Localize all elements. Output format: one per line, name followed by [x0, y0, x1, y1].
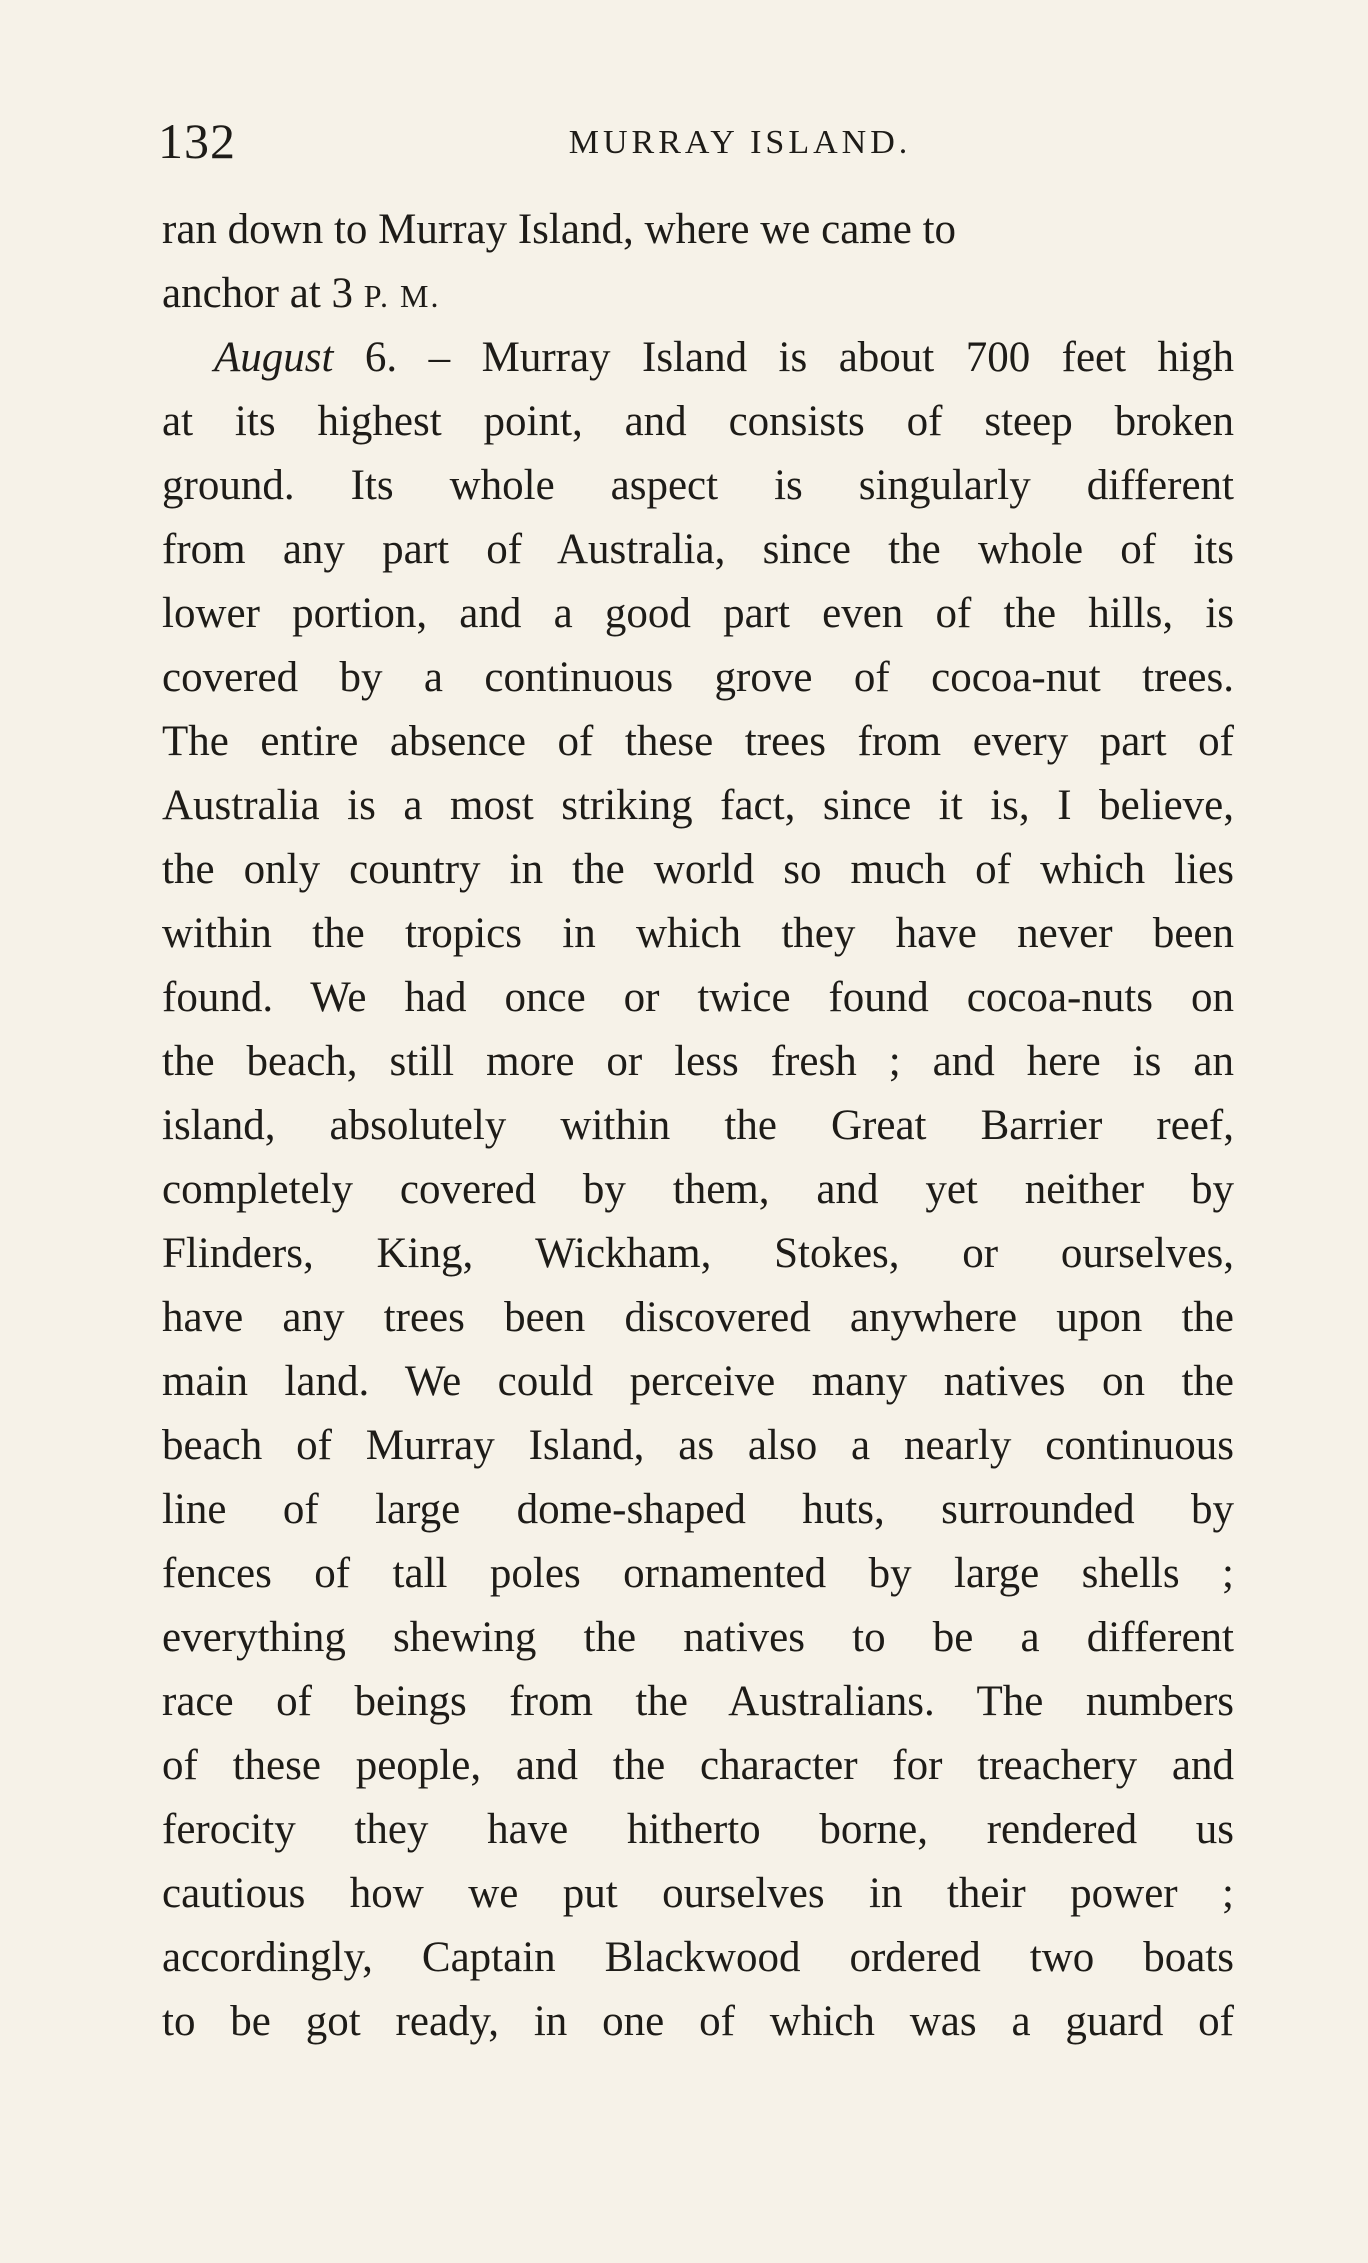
text-line: from any part of Australia, since the whole of its — [162, 526, 1234, 573]
text-line: fences of tall poles ornamented by large shells ; — [162, 1550, 1234, 1597]
text-line: lower portion, and a good part even of the hills, is — [162, 590, 1234, 637]
text-line: main land. We could perceive many natives on the — [162, 1358, 1234, 1405]
text-line: Flinders, King, Wickham, Stokes, or ourselves, — [162, 1230, 1234, 1277]
running-head — [158, 112, 1262, 172]
text-line: found. We had once or twice found cocoa-nuts on — [162, 974, 1234, 1021]
text-line: race of beings from the Australians. The numbers — [162, 1678, 1234, 1725]
text-line: Australia is a most striking fact, since it is, I believe, — [162, 782, 1234, 829]
text-line: ferocity they have hitherto borne, rendered us — [162, 1806, 1234, 1853]
text-line: island, absolutely within the Great Barrier reef, — [162, 1102, 1234, 1149]
text-line: The entire absence of these trees from every part of — [162, 718, 1234, 765]
text-line: beach of Murray Island, as also a nearly continuous — [162, 1422, 1234, 1469]
text-line: everything shewing the natives to be a different — [162, 1614, 1234, 1661]
text-line: ran down to Murray Island, where we came to — [162, 206, 957, 253]
text-line: cautious how we put ourselves in their power ; — [162, 1870, 1234, 1917]
time-abbreviation: P. M. — [363, 278, 441, 314]
text-line: the beach, still more or less fresh ; and here is an — [162, 1038, 1234, 1085]
text-line: accordingly, Captain Blackwood ordered two boats — [162, 1934, 1234, 1981]
body-text — [162, 198, 1234, 2054]
text-line: ground. Its whole aspect is singularly different — [162, 462, 1234, 509]
running-title: MURRAY ISLAND. — [568, 124, 912, 161]
text-line: the only country in the world so much of which lies — [162, 846, 1234, 893]
text-line: completely covered by them, and yet neither by — [162, 1166, 1234, 1213]
text-line: at its highest point, and consists of steep broken — [162, 398, 1234, 445]
text-line: line of large dome-shaped huts, surrounded by — [162, 1486, 1234, 1533]
text-line: to be got ready, in one of which was a guard of — [162, 1998, 1234, 2045]
date-label: August — [214, 334, 334, 381]
text-line: covered by a continuous grove of cocoa-nut trees. — [162, 654, 1234, 701]
page-number: 132 — [158, 113, 236, 169]
text-line: anchor at 3 P. M. — [162, 270, 441, 317]
text-line: within the tropics in which they have never been — [162, 910, 1234, 957]
text-line: August 6. – Murray Island is about 700 feet high — [214, 334, 1234, 381]
text-line: have any trees been discovered anywhere upon the — [162, 1294, 1234, 1341]
text-line: of these people, and the character for treachery and — [162, 1742, 1234, 1789]
